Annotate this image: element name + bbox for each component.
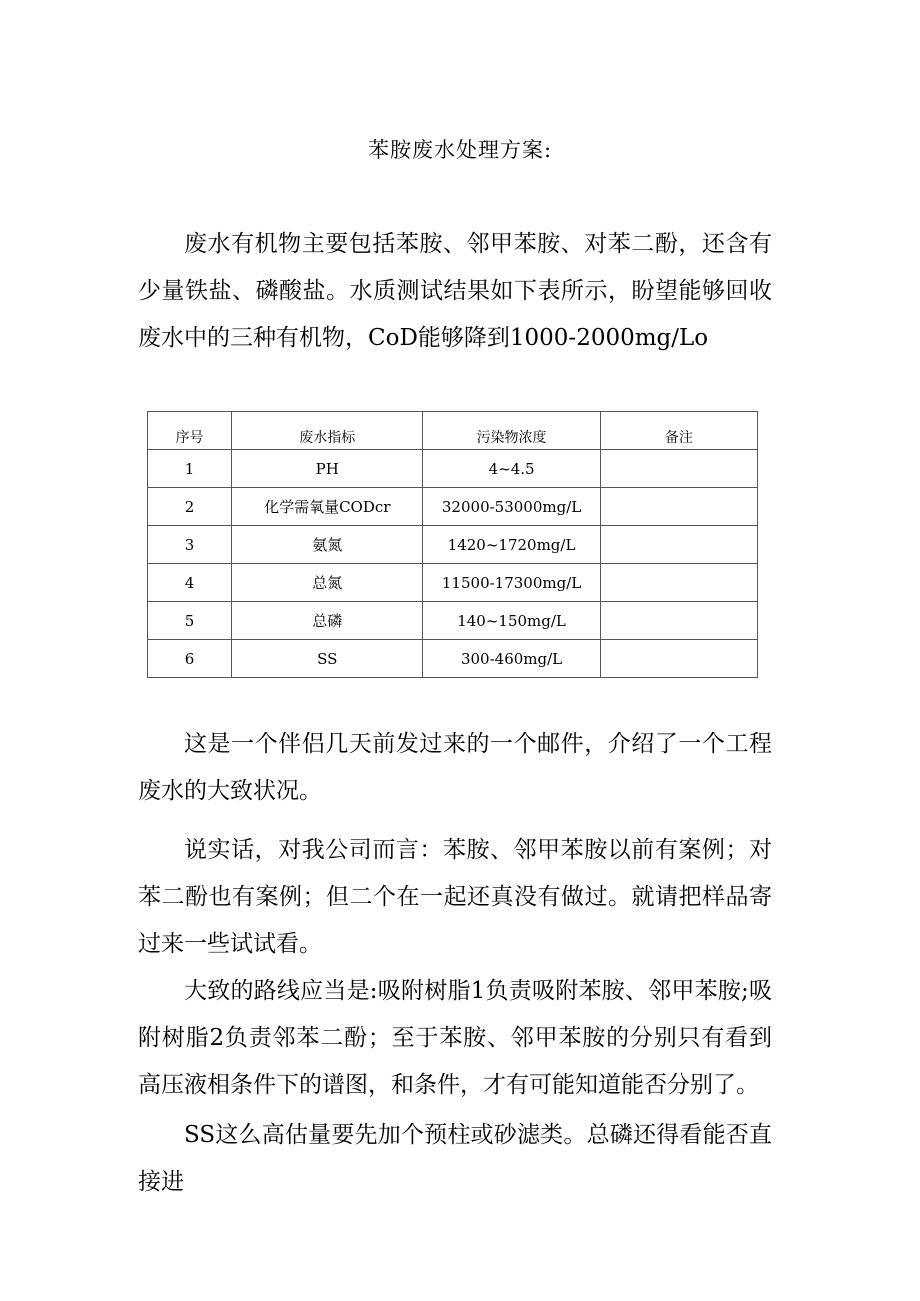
table-header-row	[148, 412, 758, 450]
table-cell: 总磷	[232, 602, 423, 640]
table-row	[148, 450, 758, 488]
table-row	[148, 564, 758, 602]
table-cell	[600, 488, 757, 526]
body-paragraph: 大致的路线应当是:吸附树脂1负责吸附苯胺、邻甲苯胺;吸附树脂2负责邻苯二酚；至于苯胺、邻甲苯胺的分别只有看到高压液相条件下的谱图，和条件，才有可能知道能否分别了。	[138, 978, 772, 1098]
table-cell	[600, 450, 757, 488]
table-cell: 3	[148, 526, 232, 564]
table-cell: 11500-17300mg/L	[423, 564, 600, 602]
table-row	[148, 640, 758, 678]
table-cell: 4~4.5	[423, 450, 600, 488]
table-cell: 氨氮	[232, 526, 423, 564]
table-cell: 6	[148, 640, 232, 678]
table-cell: 5	[148, 602, 232, 640]
table-cell	[600, 564, 757, 602]
table-cell: 140~150mg/L	[423, 602, 600, 640]
table-row	[148, 526, 758, 564]
table-row	[148, 488, 758, 526]
header-cell: 序号	[148, 412, 232, 450]
water-quality-table	[147, 411, 758, 678]
table-cell: 总氮	[232, 564, 423, 602]
table-cell: 1420~1720mg/L	[423, 526, 600, 564]
table-cell: 2	[148, 488, 232, 526]
table-cell	[600, 640, 757, 678]
body-paragraph: 说实话，对我公司而言：苯胺、邻甲苯胺以前有案例；对苯二酚也有案例；但二个在一起还真没有做过。就请把样品寄过来一些试试看。	[138, 837, 772, 957]
table-cell: 4	[148, 564, 232, 602]
intro-paragraph: 废水有机物主要包括苯胺、邻甲苯胺、对苯二酚，还含有少量铁盐、磷酸盐。水质测试结果如下表所示，盼望能够回收废水中的三种有机物，CoD能够降到1000-2000mg∕Lo	[138, 231, 772, 351]
header-cell: 污染物浓度	[423, 412, 600, 450]
header-cell: 备注	[600, 412, 757, 450]
table-cell	[600, 526, 757, 564]
table-cell: 32000-53000mg/L	[423, 488, 600, 526]
table-cell	[600, 602, 757, 640]
table-cell: SS	[232, 640, 423, 678]
body-paragraph: 这是一个伴侣几天前发过来的一个邮件，介绍了一个工程废水的大致状况。	[138, 731, 772, 804]
table-cell: PH	[232, 450, 423, 488]
table-cell: 300-460mg/L	[423, 640, 600, 678]
document-title: 苯胺废水处理方案:	[367, 138, 553, 162]
table-row	[148, 602, 758, 640]
body-paragraph: SS这么高估量要先加个预柱或砂滤类。总磷还得看能否直接进	[138, 1122, 772, 1195]
table-cell: 1	[148, 450, 232, 488]
header-cell: 废水指标	[232, 412, 423, 450]
table-cell: 化学需氧量CODcr	[232, 488, 423, 526]
